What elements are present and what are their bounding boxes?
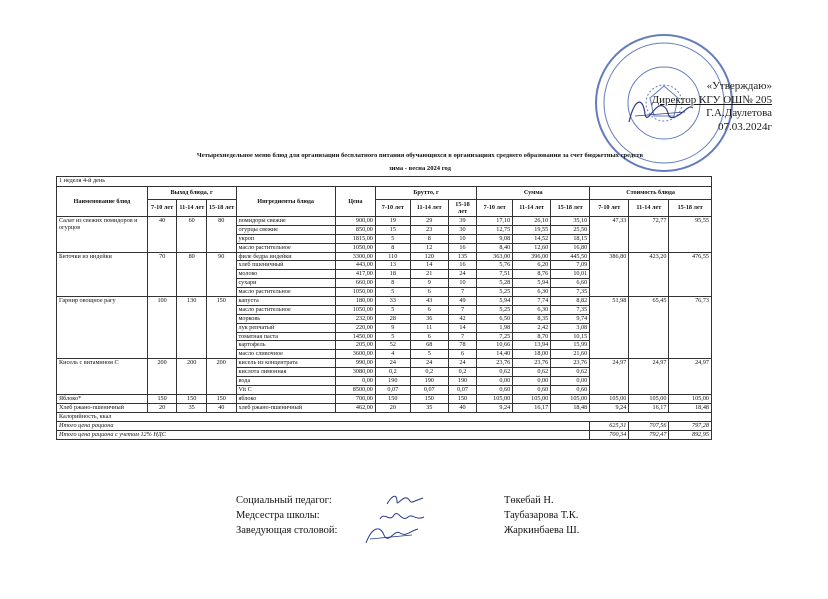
document-title: Четырехнедельное меню блюд для организации бесплатного питания обучающихся в организациях среднего образования за счет бюджетных средств [196,152,644,159]
header-age: 15-18 лет [551,200,590,217]
gross-cell: 8 [410,234,448,243]
approval-position: Директор КГУ ОШ№ 205 [651,93,772,106]
ingredient-row [57,359,712,368]
gross-cell: 24 [448,270,477,279]
header-portion: Выход блюда, г [147,187,236,200]
ingredient-name: масло сливочное [236,350,335,359]
cost-cell: 24,97 [669,359,712,395]
gross-cell: 0,2 [375,368,410,377]
price-cell: 8500,00 [335,385,375,394]
price-cell: 1450,00 [335,332,375,341]
total-vat-value: 792,47 [629,430,669,439]
sum-cell: 5,25 [477,305,513,314]
portion-cell: 60 [177,217,207,253]
gross-cell: 6 [448,350,477,359]
portion-cell: 130 [177,297,207,359]
sum-cell: 105,00 [477,394,513,403]
header-age: 11-14 лет [177,200,207,217]
ingredient-name: лук репчатый [236,323,335,332]
price-cell: 1050,00 [335,305,375,314]
gross-cell: 24 [410,359,448,368]
ingredient-name: картофель [236,341,335,350]
gross-cell: 23 [410,225,448,234]
menu-table [56,176,712,440]
sum-cell: 19,55 [513,225,551,234]
sum-cell: 7,35 [551,305,590,314]
dish-name: Кисель с витамином С [57,359,148,395]
sum-cell: 7,74 [513,297,551,306]
sum-cell: 8,40 [477,243,513,252]
sum-cell: 8,35 [513,314,551,323]
ingredient-name: масло растительное [236,243,335,252]
portion-cell: 150 [206,394,236,403]
sum-cell: 445,50 [551,252,590,261]
gross-cell: 5 [375,332,410,341]
sum-cell: 0,60 [551,385,590,394]
sum-cell: 18,48 [551,403,590,412]
gross-cell: 35 [410,403,448,412]
sum-cell: 23,76 [513,359,551,368]
gross-cell: 24 [375,359,410,368]
sum-cell: 23,76 [551,359,590,368]
dish-name: Хлеб ржано-пшеничный [57,403,148,412]
signature-row [236,523,616,538]
cost-cell: 105,00 [669,394,712,403]
ingredient-name: кислота лимонная [236,368,335,377]
sum-cell: 5,76 [477,261,513,270]
header-age: 7-10 лет [375,200,410,217]
gross-cell: 15 [375,225,410,234]
price-cell: 660,00 [335,279,375,288]
sum-cell: 10,15 [551,332,590,341]
calories-row: Калорийность, ккал [57,412,712,421]
document-subtitle: зима - весна 2024 год [388,165,452,172]
header-age: 7-10 лет [477,200,513,217]
ingredient-name: вода [236,377,335,386]
cost-cell: 105,00 [590,394,629,403]
ingredient-name: хлеб пшеничный [236,261,335,270]
sum-cell: 5,28 [477,279,513,288]
ingredient-row [57,297,712,306]
gross-cell: 0,07 [448,385,477,394]
sum-cell: 7,35 [551,288,590,297]
cost-cell: 16,17 [629,403,669,412]
dish-name: Яблоко* [57,394,148,403]
cost-cell: 9,24 [590,403,629,412]
portion-cell: 150 [206,297,236,359]
portion-cell: 20 [147,403,177,412]
ingredient-row [57,217,712,226]
sum-cell: 14,52 [513,234,551,243]
sum-cell: 3,08 [551,323,590,332]
ingredient-name: помидоры свежие [236,217,335,226]
sum-cell: 26,10 [513,217,551,226]
portion-cell: 70 [147,252,177,296]
gross-cell: 49 [448,297,477,306]
total-value: 625,31 [590,421,629,430]
sum-cell: 18,00 [513,350,551,359]
gross-cell: 0,2 [410,368,448,377]
approval-name: Г.А.Даулетова [706,107,772,119]
sum-cell: 2,42 [513,323,551,332]
approval-date: 07.03.2024г [717,120,772,133]
gross-cell: 150 [410,394,448,403]
sum-cell: 14,40 [477,350,513,359]
portion-cell: 40 [206,403,236,412]
price-cell: 1815,00 [335,234,375,243]
ingredient-name: молоко [236,270,335,279]
gross-cell: 7 [448,288,477,297]
sum-cell: 6,30 [513,305,551,314]
sum-cell: 10,66 [477,341,513,350]
gross-cell: 7 [448,305,477,314]
ingredient-name: кисель из концентрата [236,359,335,368]
header-price: Цена [335,187,375,217]
cost-cell: 72,77 [629,217,669,253]
sum-cell: 21,60 [551,350,590,359]
total-vat-value: 700,34 [590,430,629,439]
ingredient-name: филе бедра индейки [236,252,335,261]
sum-cell: 0,60 [477,385,513,394]
ingredient-name: масло растительное [236,288,335,297]
price-cell: 700,00 [335,394,375,403]
header-age: 11-14 лет [513,200,551,217]
header-age: 15-18 лет [448,200,477,217]
signature-name: Төкебай Н. [504,495,554,506]
header-age: 7-10 лет [147,200,177,217]
gross-cell: 0,07 [375,385,410,394]
sum-cell: 105,00 [551,394,590,403]
cost-cell: 65,45 [629,297,669,359]
sum-cell: 363,00 [477,252,513,261]
sum-cell: 12,75 [477,225,513,234]
gross-cell: 135 [448,252,477,261]
sum-cell: 16,17 [513,403,551,412]
price-cell: 462,00 [335,403,375,412]
portion-cell: 40 [147,217,177,253]
gross-cell: 5 [410,350,448,359]
gross-cell: 68 [410,341,448,350]
sum-cell: 0,60 [513,385,551,394]
total-vat-label: Итого цена рациона с учетом 12% НДС [57,430,590,439]
signature-row [236,493,616,508]
price-cell: 205,00 [335,341,375,350]
price-cell: 3300,00 [335,252,375,261]
sum-cell: 16,80 [551,243,590,252]
portion-cell: 150 [177,394,207,403]
gross-cell: 39 [448,217,477,226]
gross-cell: 8 [375,279,410,288]
sum-cell: 396,00 [513,252,551,261]
sum-cell: 25,50 [551,225,590,234]
gross-cell: 4 [375,350,410,359]
cost-cell: 24,97 [629,359,669,395]
portion-cell: 200 [147,359,177,395]
cost-cell: 51,98 [590,297,629,359]
price-cell: 900,00 [335,217,375,226]
header-cost: Стоимость блюда [590,187,712,200]
cost-cell: 24,97 [590,359,629,395]
gross-cell: 29 [410,217,448,226]
gross-cell: 9 [375,323,410,332]
signature-row [236,508,616,523]
portion-cell: 80 [206,217,236,253]
signatures-block [236,493,616,538]
gross-cell: 24 [448,359,477,368]
gross-cell: 110 [375,252,410,261]
gross-cell: 10 [448,279,477,288]
sum-cell: 8,76 [513,270,551,279]
gross-cell: 43 [410,297,448,306]
cost-cell: 386,80 [590,252,629,296]
approval-title: «Утверждаю» [706,80,772,92]
sum-cell: 1,98 [477,323,513,332]
sum-cell: 6,50 [477,314,513,323]
gross-cell: 150 [375,394,410,403]
gross-cell: 6 [410,332,448,341]
gross-cell: 14 [410,261,448,270]
price-cell: 850,00 [335,225,375,234]
gross-cell: 18 [375,270,410,279]
sum-cell: 5,25 [477,288,513,297]
sum-cell: 13,94 [513,341,551,350]
price-cell: 220,00 [335,323,375,332]
header-age: 11-14 лет [410,200,448,217]
gross-cell: 78 [448,341,477,350]
gross-cell: 52 [375,341,410,350]
cost-cell: 18,48 [669,403,712,412]
sum-cell: 17,10 [477,217,513,226]
approval-block [572,80,772,134]
sum-cell: 10,01 [551,270,590,279]
gross-cell: 5 [375,288,410,297]
gross-cell: 16 [448,243,477,252]
sum-cell: 6,20 [513,261,551,270]
price-cell: 443,00 [335,261,375,270]
sum-cell: 7,51 [477,270,513,279]
ingredient-name: капуста [236,297,335,306]
ingredient-row [57,252,712,261]
price-cell: 180,00 [335,297,375,306]
portion-cell: 80 [177,252,207,296]
portion-cell: 35 [177,403,207,412]
header-age: 7-10 лет [590,200,629,217]
ingredient-name: морковь [236,314,335,323]
header-gross: Брутто, г [375,187,476,200]
header-age: 11-14 лет [629,200,669,217]
week-label: 1 неделя 4-й день [57,177,712,187]
portion-cell: 150 [147,394,177,403]
price-cell: 990,00 [335,359,375,368]
sum-cell: 0,62 [513,368,551,377]
header-dish-name: Наименование блюд [57,187,148,217]
gross-cell: 10 [448,234,477,243]
ingredient-name: хлеб ржано-пшеничный [236,403,335,412]
cost-cell: 105,00 [629,394,669,403]
gross-cell: 28 [375,314,410,323]
sum-cell: 6,30 [513,288,551,297]
gross-cell: 9 [410,279,448,288]
menu-body [57,217,712,413]
cost-cell: 47,33 [590,217,629,253]
sum-cell: 35,10 [551,217,590,226]
sum-cell: 9,74 [551,314,590,323]
portion-cell: 200 [206,359,236,395]
gross-cell: 16 [448,261,477,270]
header-ingredients: Ингредиенты блюда [236,187,335,217]
gross-cell: 5 [375,234,410,243]
total-label: Итого цена рациона [57,421,590,430]
ingredient-name: масло растительное [236,305,335,314]
price-cell: 3080,00 [335,368,375,377]
portion-cell: 100 [147,297,177,359]
sum-cell: 23,76 [477,359,513,368]
sum-cell: 7,09 [551,261,590,270]
handwritten-signature [362,523,420,547]
price-cell: 417,00 [335,270,375,279]
header-sum: Сумма [477,187,590,200]
gross-cell: 33 [375,297,410,306]
gross-cell: 20 [375,403,410,412]
cost-cell: 476,55 [669,252,712,296]
signature-role: Социальный педагог: [236,495,332,506]
sum-cell: 9,08 [477,234,513,243]
dish-name: Биточки из индейки [57,252,148,296]
price-cell: 3600,00 [335,350,375,359]
sum-cell: 0,62 [551,368,590,377]
sum-cell: 8,70 [513,332,551,341]
ingredient-name: укроп [236,234,335,243]
gross-cell: 40 [448,403,477,412]
cost-cell: 76,73 [669,297,712,359]
gross-cell: 14 [448,323,477,332]
gross-cell: 0,2 [448,368,477,377]
signature-name: Жаркинбаева Ш. [504,525,580,536]
gross-cell: 13 [375,261,410,270]
sum-cell: 7,25 [477,332,513,341]
gross-cell: 8 [375,243,410,252]
gross-cell: 190 [410,377,448,386]
portion-cell: 200 [177,359,207,395]
gross-cell: 30 [448,225,477,234]
signature-name: Таубазарова Т.К. [504,510,579,521]
gross-cell: 150 [448,394,477,403]
header-age: 15-18 лет [669,200,712,217]
gross-cell: 36 [410,314,448,323]
gross-cell: 190 [448,377,477,386]
sum-cell: 18,15 [551,234,590,243]
price-cell: 1050,00 [335,288,375,297]
handwritten-signature [385,492,425,508]
dish-name: Салат из свежих помидоров и огурцов [57,217,148,253]
sum-cell: 105,00 [513,394,551,403]
portion-cell: 90 [206,252,236,296]
ingredient-name: томатная паста [236,332,335,341]
gross-cell: 6 [410,288,448,297]
gross-cell: 19 [375,217,410,226]
total-vat-value: 892,95 [669,430,712,439]
sum-cell: 15,99 [551,341,590,350]
total-value: 707,56 [629,421,669,430]
sum-cell: 12,60 [513,243,551,252]
gross-cell: 6 [410,305,448,314]
price-cell: 1050,00 [335,243,375,252]
price-cell: 0,00 [335,377,375,386]
cost-cell: 95,55 [669,217,712,253]
gross-cell: 190 [375,377,410,386]
gross-cell: 21 [410,270,448,279]
gross-cell: 120 [410,252,448,261]
ingredient-name: огурцы свежие [236,225,335,234]
dish-name: Гарнир овощное рагу [57,297,148,359]
ingredient-name: яблоко [236,394,335,403]
sum-cell: 5,94 [513,279,551,288]
gross-cell: 12 [410,243,448,252]
sum-cell: 6,60 [551,279,590,288]
ingredient-name: сухари [236,279,335,288]
sum-cell: 0,00 [477,377,513,386]
ingredient-row [57,394,712,403]
sum-cell: 9,24 [477,403,513,412]
total-value: 797,28 [669,421,712,430]
signature-role: Медсестра школы: [236,510,320,521]
gross-cell: 0,07 [410,385,448,394]
cost-cell: 423,20 [629,252,669,296]
sum-cell: 5,94 [477,297,513,306]
gross-cell: 11 [410,323,448,332]
gross-cell: 5 [375,305,410,314]
ingredient-row [57,403,712,412]
sum-cell: 0,00 [551,377,590,386]
gross-cell: 7 [448,332,477,341]
signature-role: Заведующая столовой: [236,525,338,536]
ingredient-name: Vit C [236,385,335,394]
gross-cell: 42 [448,314,477,323]
sum-cell: 0,62 [477,368,513,377]
sum-cell: 8,82 [551,297,590,306]
price-cell: 232,00 [335,314,375,323]
sum-cell: 0,00 [513,377,551,386]
header-age: 15-18 лет [206,200,236,217]
